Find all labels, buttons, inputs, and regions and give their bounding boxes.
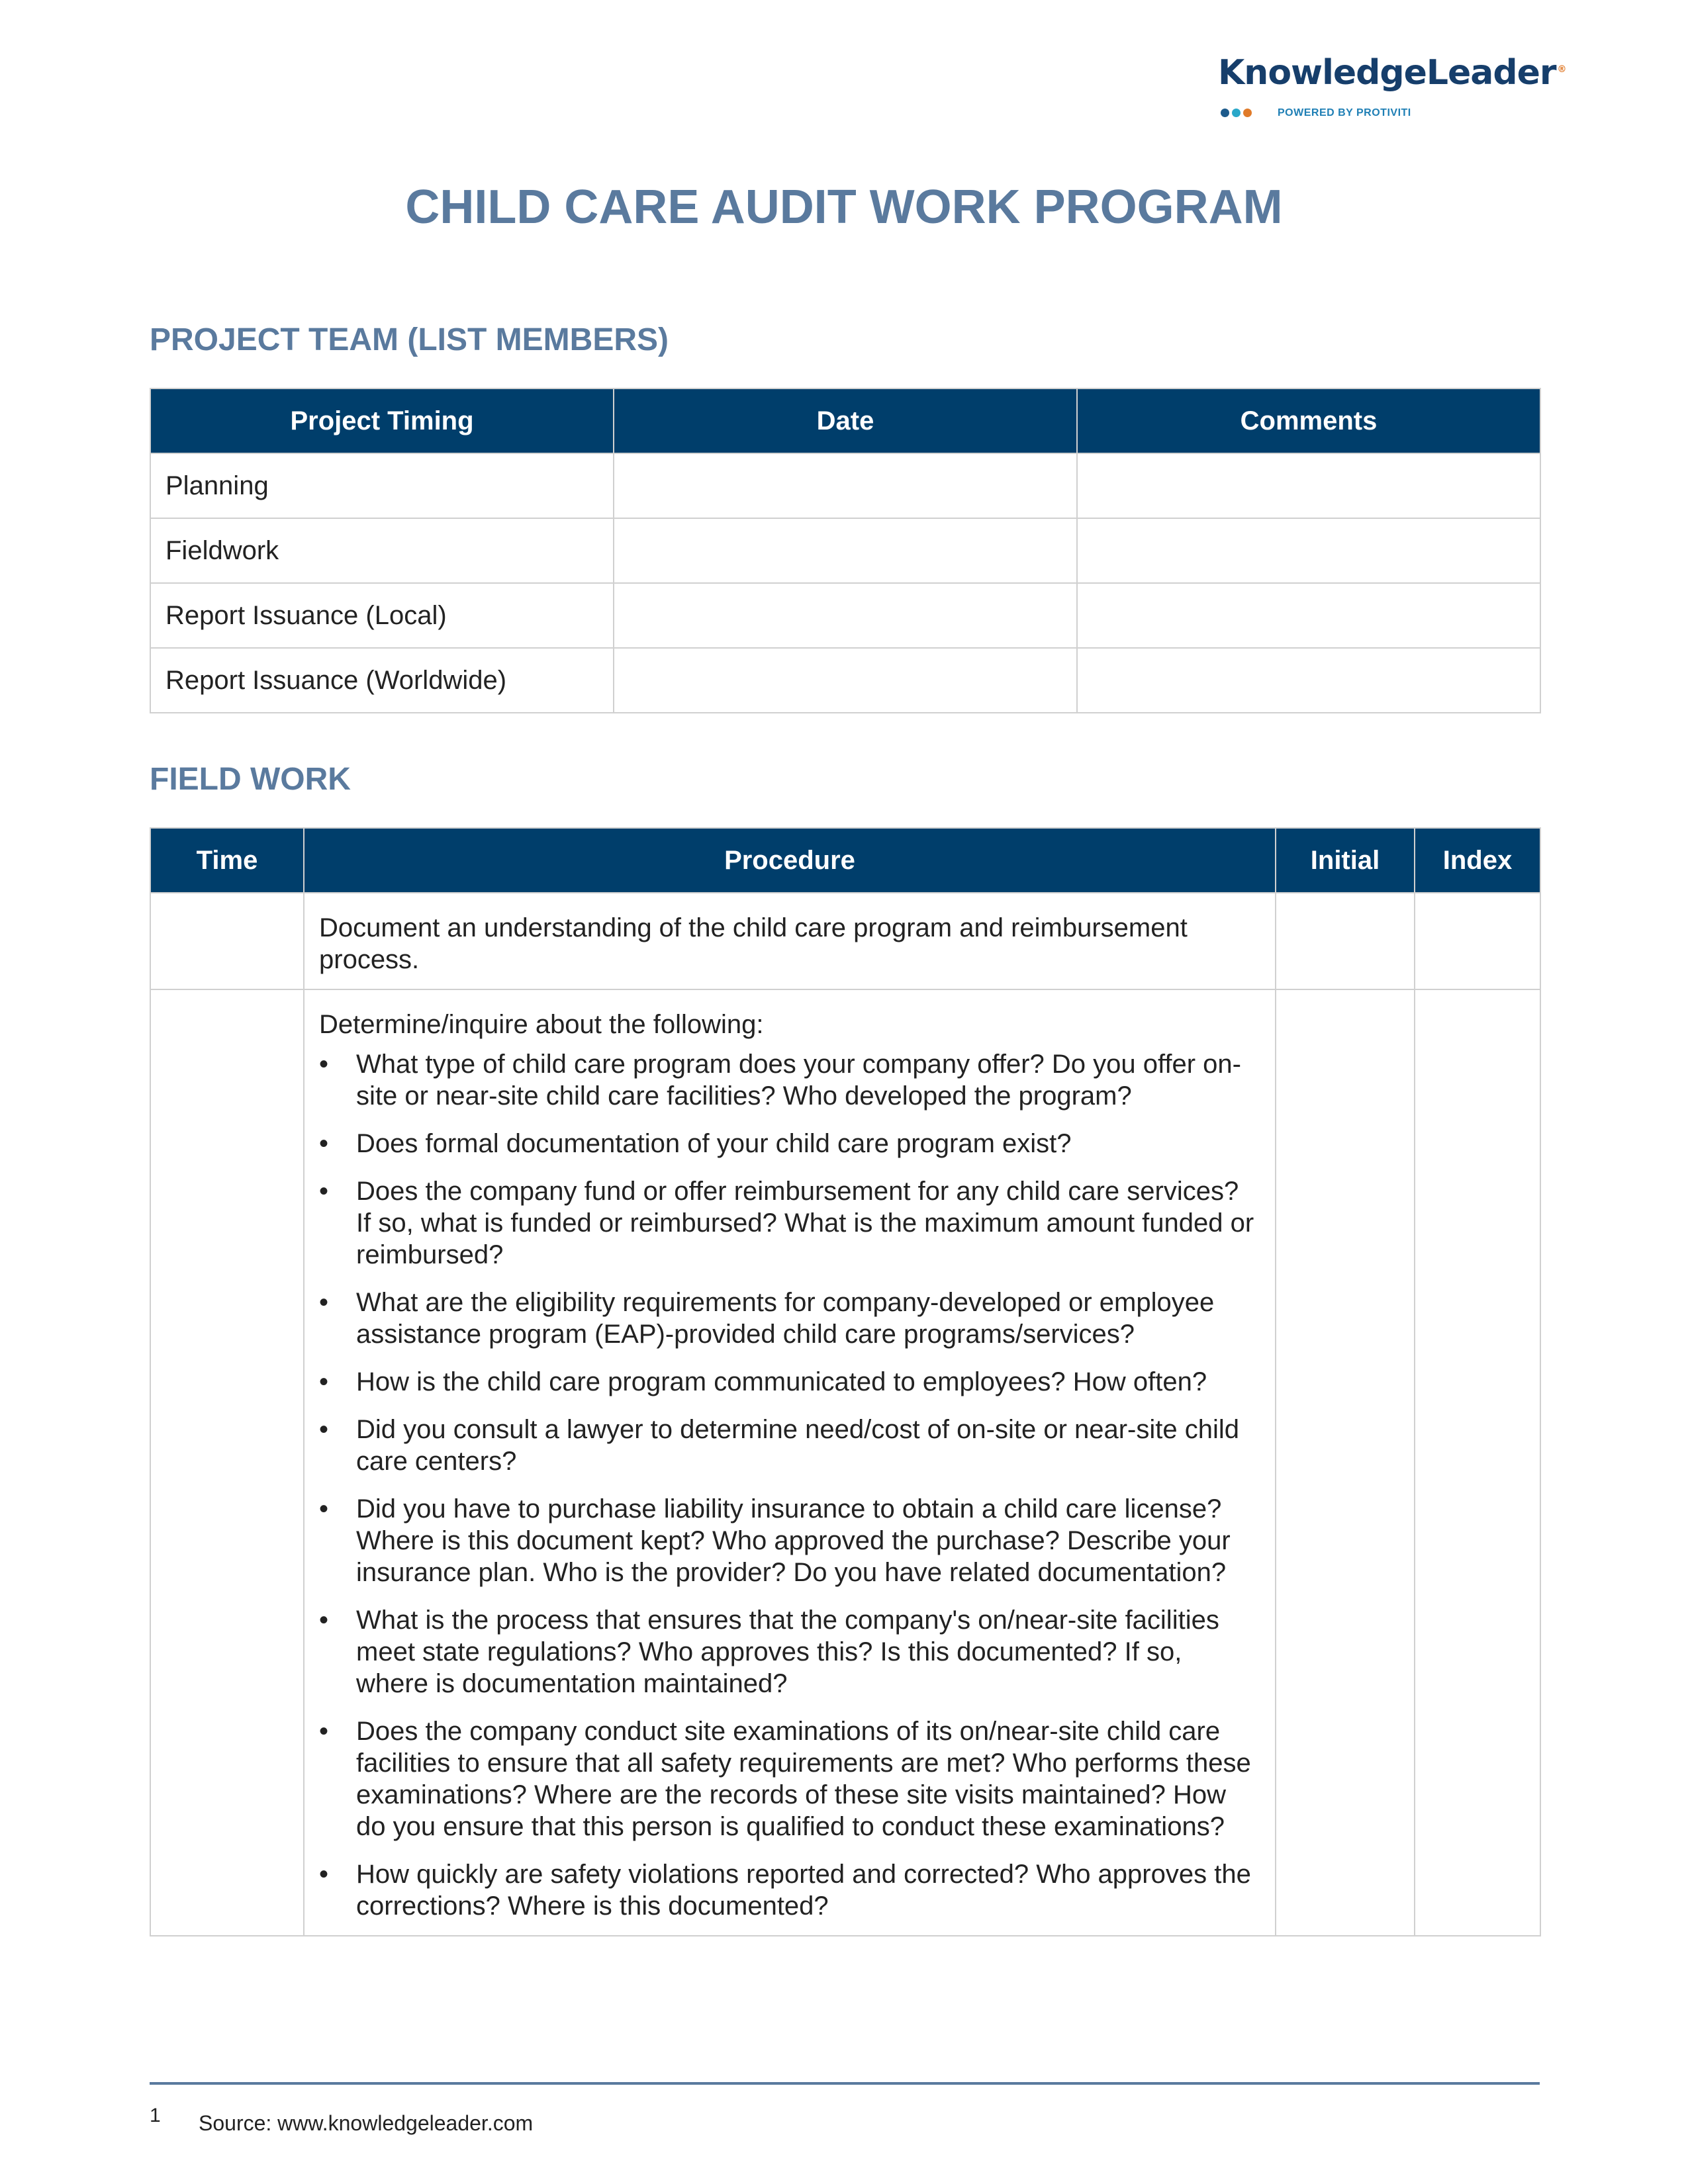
table-row [150, 648, 1540, 713]
list-item-text: Did you have to purchase liability insurance to obtain a child care license? Where is this document kept? Who approved the purchase? Describe your insurance plan. Who is the provider? Do you have related documentation? [356, 1494, 1231, 1587]
comments-cell[interactable] [1077, 518, 1540, 583]
logo-wordmark-text: KnowledgeLeader [1218, 53, 1556, 93]
table-row [150, 453, 1540, 518]
logo-dots-icon [1221, 109, 1254, 118]
field-work-heading: FIELD WORK [150, 762, 351, 797]
knowledgeleader-logo [1218, 53, 1566, 126]
bullet-icon: • [319, 1860, 329, 1889]
page-number: 1 [150, 2105, 161, 2126]
column-header-comments: Comments [1077, 388, 1540, 453]
list-item-text: How quickly are safety violations reported and corrected? Who approves the corrections? Where is this documented? [356, 1860, 1251, 1921]
column-header-project-timing: Project Timing [150, 388, 614, 453]
list-item [319, 1048, 1260, 1112]
bullet-icon: • [319, 1415, 329, 1444]
bullet-icon: • [319, 1177, 329, 1206]
bullet-icon: • [319, 1050, 329, 1079]
list-item-text: Does the company conduct site examinations of its on/near-site child care facilities to ensure that all safety requirements are met? Who performs these examinations? Where are the records of these site visits maintained? How do you ensure that this person is qualified to conduct these examinations? [356, 1717, 1251, 1841]
table-header-row [150, 388, 1540, 453]
timing-cell: Planning [150, 453, 614, 518]
initial-cell[interactable] [1276, 989, 1415, 1936]
list-item [319, 1604, 1260, 1700]
list-item-text: Does the company fund or offer reimbursement for any child care services? If so, what is funded or reimbursed? What is the maximum amount funded or reimbursed? [356, 1177, 1254, 1269]
list-item [319, 1414, 1260, 1477]
field-work-table [150, 827, 1541, 1936]
column-header-index: Index [1415, 828, 1540, 893]
logo-wordmark [1218, 53, 1566, 93]
table-row [150, 989, 1540, 1936]
index-cell[interactable] [1415, 989, 1540, 1936]
comments-cell[interactable] [1077, 648, 1540, 713]
list-item [319, 1128, 1260, 1160]
list-item [319, 1715, 1260, 1843]
time-cell[interactable] [150, 893, 304, 989]
date-cell[interactable] [614, 518, 1077, 583]
list-item-text: What type of child care program does your company offer? Do you offer on-site or near-site child care facilities? Who developed the program? [356, 1050, 1241, 1111]
list-item [319, 1858, 1260, 1922]
procedure-cell [304, 893, 1276, 989]
procedure-bullet-list [319, 1048, 1260, 1922]
list-item-text: What are the eligibility requirements for company-developed or employee assistance program (EAP)-provided child care programs/services? [356, 1288, 1215, 1349]
time-cell[interactable] [150, 989, 304, 1936]
procedure-intro: Determine/inquire about the following: [319, 1010, 764, 1039]
column-header-time: Time [150, 828, 304, 893]
timing-cell: Report Issuance (Worldwide) [150, 648, 614, 713]
logo-dot [1243, 109, 1252, 117]
timing-cell: Report Issuance (Local) [150, 583, 614, 648]
date-cell[interactable] [614, 583, 1077, 648]
column-header-initial: Initial [1276, 828, 1415, 893]
column-header-date: Date [614, 388, 1077, 453]
list-item-text: Did you consult a lawyer to determine need/cost of on-site or near-site child care centers? [356, 1415, 1240, 1476]
table-row [150, 583, 1540, 648]
list-item [319, 1175, 1260, 1271]
comments-cell[interactable] [1077, 583, 1540, 648]
list-item-text: What is the process that ensures that the company's on/near-site facilities meet state regulations? Who approves this? Is this documented? If so, where is documentation maintained? [356, 1606, 1219, 1698]
bullet-icon: • [319, 1367, 329, 1396]
list-item [319, 1287, 1260, 1350]
procedure-cell [304, 989, 1276, 1936]
column-header-procedure: Procedure [304, 828, 1276, 893]
logo-tagline: POWERED BY PROTIVITI [1278, 107, 1411, 118]
date-cell[interactable] [614, 453, 1077, 518]
list-item-text: How is the child care program communicated to employees? How often? [356, 1367, 1207, 1396]
timing-cell: Fieldwork [150, 518, 614, 583]
bullet-icon: • [319, 1129, 329, 1158]
procedure-text: Document an understanding of the child care program and reimbursement process. [319, 913, 1188, 974]
table-row [150, 518, 1540, 583]
list-item [319, 1493, 1260, 1588]
initial-cell[interactable] [1276, 893, 1415, 989]
bullet-icon: • [319, 1494, 329, 1524]
logo-registered-mark: ® [1557, 64, 1566, 75]
comments-cell[interactable] [1077, 453, 1540, 518]
logo-dot [1221, 109, 1229, 117]
project-team-heading: PROJECT TEAM (LIST MEMBERS) [150, 322, 669, 357]
bullet-icon: • [319, 1606, 329, 1635]
bullet-icon: • [319, 1288, 329, 1317]
date-cell[interactable] [614, 648, 1077, 713]
table-row [150, 893, 1540, 989]
index-cell[interactable] [1415, 893, 1540, 989]
list-item [319, 1366, 1260, 1398]
footer-source: Source: www.knowledgeleader.com [199, 2111, 534, 2135]
table-header-row [150, 828, 1540, 893]
project-timing-table [150, 388, 1541, 713]
logo-dot [1232, 109, 1241, 117]
document-title: CHILD CARE AUDIT WORK PROGRAM [405, 181, 1283, 234]
bullet-icon: • [319, 1717, 329, 1746]
list-item-text: Does formal documentation of your child care program exist? [356, 1129, 1072, 1158]
footer-divider [150, 2082, 1540, 2085]
